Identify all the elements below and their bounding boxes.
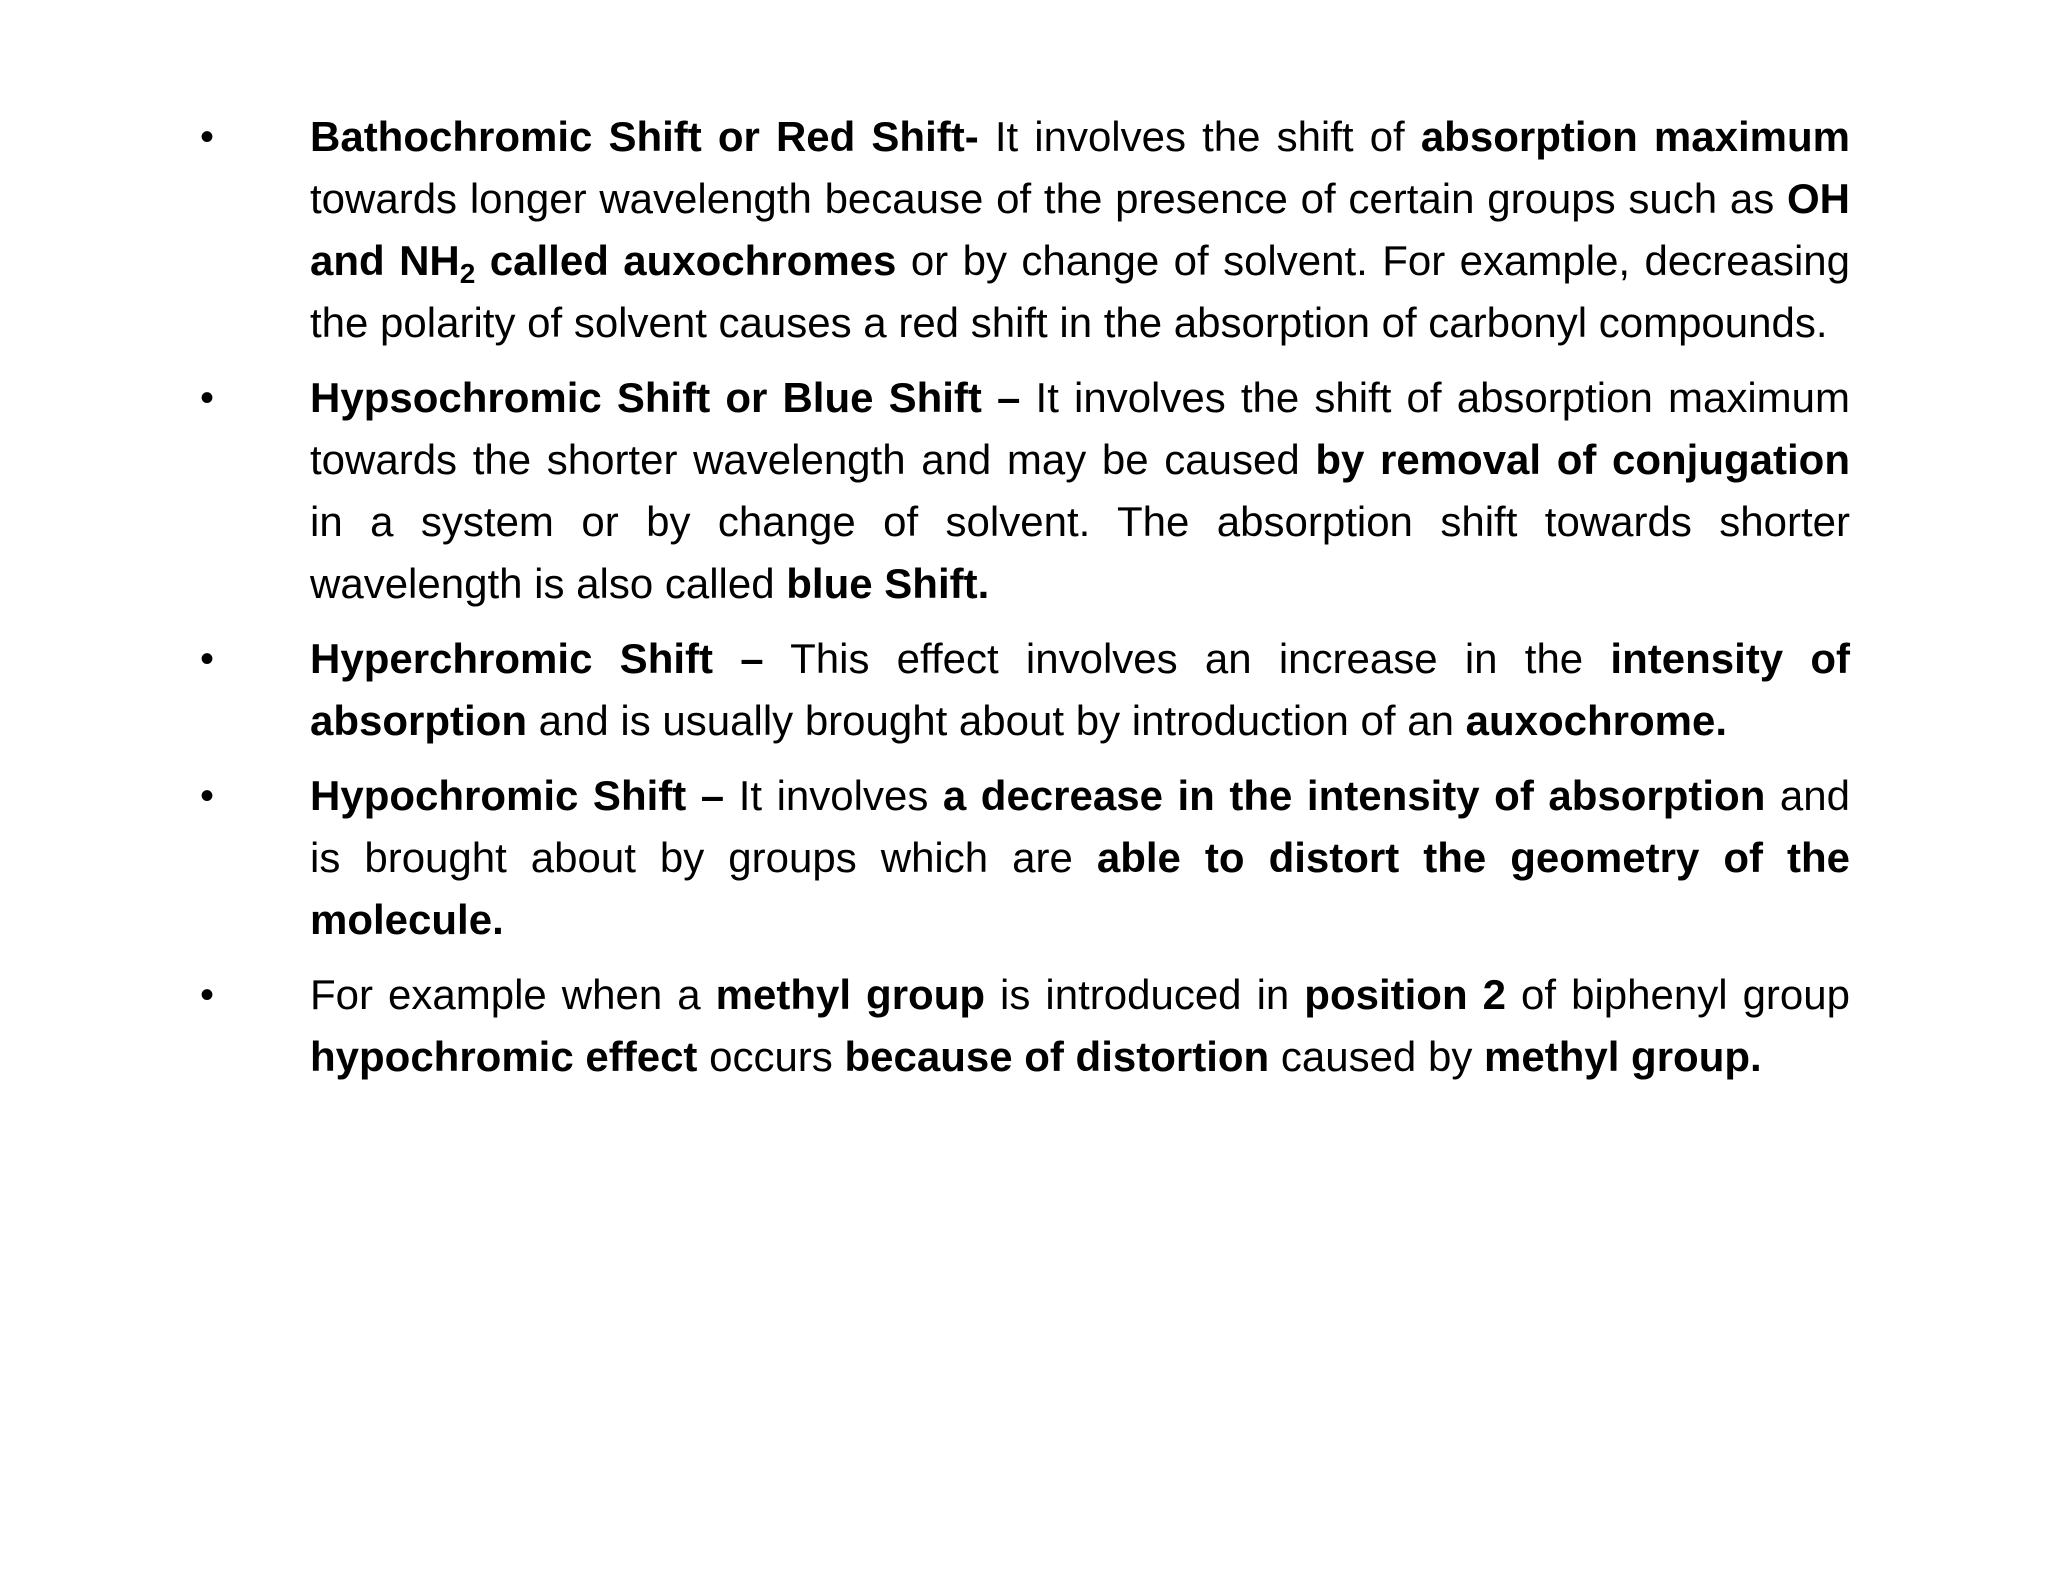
bold-text: hypochromic effect bbox=[310, 1033, 698, 1080]
bold-text: called auxochromes bbox=[475, 237, 897, 284]
plain-text: towards longer wavelength because of the presence of certain groups such as bbox=[310, 175, 1787, 222]
bullet-icon: • bbox=[200, 973, 215, 1017]
list-item bbox=[200, 106, 1850, 354]
bold-text: blue Shift. bbox=[786, 560, 990, 607]
plain-text: and is usually brought about by introduction of an bbox=[527, 697, 1466, 744]
plain-text: or by change of solvent. For example, decreasing the polarity of solvent causes a red shift in the absorption of carbonyl compounds. bbox=[310, 237, 1850, 346]
bold-text: Hypochromic Shift – bbox=[310, 772, 725, 819]
bold-text: Bathochromic Shift or Red Shift- bbox=[310, 113, 979, 160]
plain-text: caused by bbox=[1269, 1033, 1484, 1080]
bold-text: because of distortion bbox=[844, 1033, 1270, 1080]
bold-text: OH and NH bbox=[310, 175, 1850, 284]
bold-text: Hyperchromic Shift – bbox=[310, 635, 764, 682]
bold-text: Hypsochromic Shift or Blue Shift – bbox=[310, 374, 1021, 421]
bullet-icon: • bbox=[200, 774, 215, 818]
bold-text: by removal of conjugation bbox=[1315, 436, 1850, 483]
bullet-list bbox=[200, 106, 1850, 1101]
plain-text: of biphenyl group bbox=[1506, 971, 1850, 1018]
bold-text: position 2 bbox=[1304, 971, 1506, 1018]
list-item bbox=[200, 964, 1850, 1088]
list-item bbox=[200, 628, 1850, 752]
subscript-text: 2 bbox=[459, 258, 476, 289]
list-item bbox=[200, 765, 1850, 951]
plain-text: For example when a bbox=[310, 971, 716, 1018]
item-text bbox=[310, 374, 1850, 607]
plain-text: occurs bbox=[697, 1033, 845, 1080]
plain-text: It involves bbox=[724, 772, 943, 819]
item-text bbox=[310, 635, 1850, 744]
bold-text: able to distort the geometry of the molecule. bbox=[310, 834, 1850, 943]
item-text bbox=[310, 772, 1850, 943]
bold-text: absorption maximum bbox=[1420, 113, 1850, 160]
bullet-icon: • bbox=[200, 637, 215, 681]
list-item bbox=[200, 367, 1850, 615]
bold-text: intensity of absorption bbox=[310, 635, 1850, 744]
plain-text: This effect involves an increase in the bbox=[763, 635, 1611, 682]
bold-text: methyl group. bbox=[1484, 1033, 1762, 1080]
plain-text: It involves the shift of absorption maximum towards the shorter wavelength and may be caused bbox=[310, 374, 1850, 483]
bold-text: auxochrome. bbox=[1465, 697, 1728, 744]
bold-text: a decrease in the intensity of absorption bbox=[942, 772, 1766, 819]
plain-text: and is brought about by groups which are bbox=[310, 772, 1850, 881]
bullet-icon: • bbox=[200, 376, 215, 420]
bold-text: methyl group bbox=[715, 971, 986, 1018]
item-text bbox=[310, 971, 1850, 1080]
item-text bbox=[310, 113, 1850, 346]
plain-text: in a system or by change of solvent. The absorption shift towards shorter wavelength is also called bbox=[310, 498, 1850, 607]
plain-text: is introduced in bbox=[985, 971, 1305, 1018]
bullet-icon: • bbox=[200, 115, 215, 159]
plain-text: It involves the shift of bbox=[978, 113, 1421, 160]
